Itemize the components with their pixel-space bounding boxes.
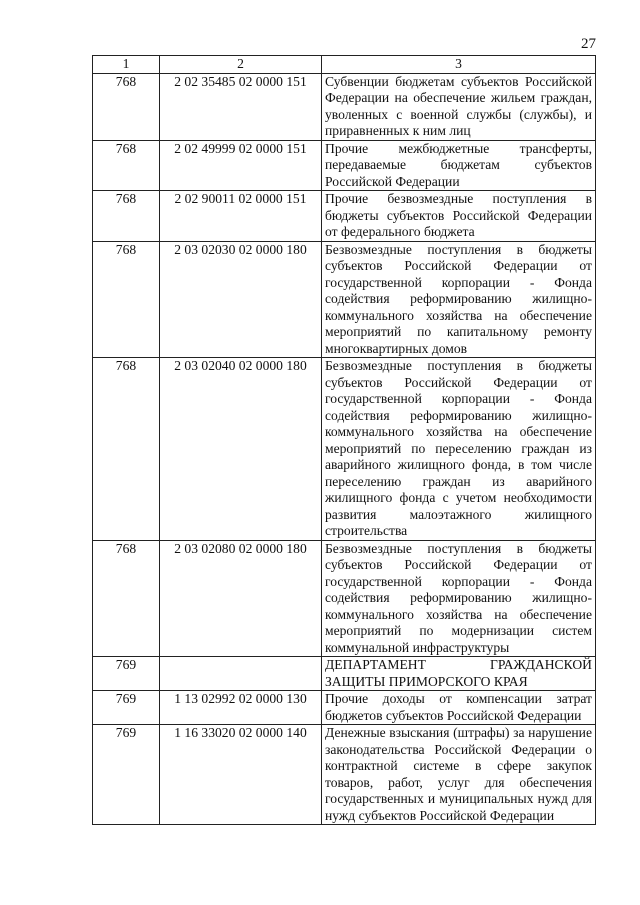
column-header-3: 3 [322,56,596,74]
revenue-description: Прочие безвозмездные поступления в бюджеты субъектов Российской Федерации от федерального бюджета [322,191,596,242]
budget-revenue-table [92,55,596,825]
column-header-2: 2 [160,56,322,74]
revenue-description: Безвозмездные поступления в бюджеты субъектов Российской Федерации от государственной корпорации - Фонда содействия реформированию жилищно-коммунального хозяйства на обеспечение мероприятий по переселению граждан из аварийного жилищного фонда, в том числе переселению граждан из аварийного жилищного фонда с учетом необходимости развития малоэтажного жилищного строительства [322,358,596,541]
administrator-code: 769 [93,725,160,825]
table-row [93,657,596,691]
administrator-code: 769 [93,657,160,691]
budget-classification-code: 2 03 02080 02 0000 180 [160,540,322,657]
budget-classification-code: 1 16 33020 02 0000 140 [160,725,322,825]
revenue-description: Безвозмездные поступления в бюджеты субъектов Российской Федерации от государственной корпорации - Фонда содействия реформированию жилищно-коммунального хозяйства на обеспечение мероприятий по капитальному ремонту многоквартирных домов [322,241,596,358]
administrator-code: 768 [93,73,160,140]
revenue-description: Денежные взыскания (штрафы) за нарушение законодательства Российской Федерации о контрактной системе в сфере закупок товаров, работ, услуг для обеспечения государственных и муниципальных нужд для нужд субъектов Российской Федерации [322,725,596,825]
table-row [93,191,596,242]
budget-classification-code: 2 02 49999 02 0000 151 [160,140,322,191]
administrator-code: 768 [93,241,160,358]
administrator-code: 768 [93,191,160,242]
budget-classification-code: 2 03 02040 02 0000 180 [160,358,322,541]
table-header-row [93,56,596,74]
table-row [93,540,596,657]
budget-classification-code [160,657,322,691]
department-heading: ДЕПАРТАМЕНТ ГРАЖДАНСКОЙ ЗАЩИТЫ ПРИМОРСКОГО КРАЯ [322,657,596,691]
budget-classification-code: 2 03 02030 02 0000 180 [160,241,322,358]
table-row [93,241,596,358]
page-number: 27 [581,36,596,52]
table-row [93,140,596,191]
administrator-code: 768 [93,140,160,191]
administrator-code: 768 [93,540,160,657]
administrator-code: 769 [93,691,160,725]
budget-classification-code: 2 02 35485 02 0000 151 [160,73,322,140]
table-row [93,725,596,825]
column-header-1: 1 [93,56,160,74]
revenue-description: Прочие доходы от компенсации затрат бюджетов субъектов Российской Федерации [322,691,596,725]
revenue-description: Субвенции бюджетам субъектов Российской Федерации на обеспечение жильем граждан, уволенных с военной службы (службы), и приравненных к ним лиц [322,73,596,140]
table-row [93,691,596,725]
table-row [93,358,596,541]
budget-classification-code: 2 02 90011 02 0000 151 [160,191,322,242]
administrator-code: 768 [93,358,160,541]
budget-classification-code: 1 13 02992 02 0000 130 [160,691,322,725]
table-row [93,73,596,140]
revenue-description: Прочие межбюджетные трансферты, передаваемые бюджетам субъектов Российской Федерации [322,140,596,191]
revenue-description: Безвозмездные поступления в бюджеты субъектов Российской Федерации от государственной корпорации - Фонда содействия реформированию жилищно-коммунального хозяйства на обеспечение мероприятий по модернизации систем коммунальной инфраструктуры [322,540,596,657]
